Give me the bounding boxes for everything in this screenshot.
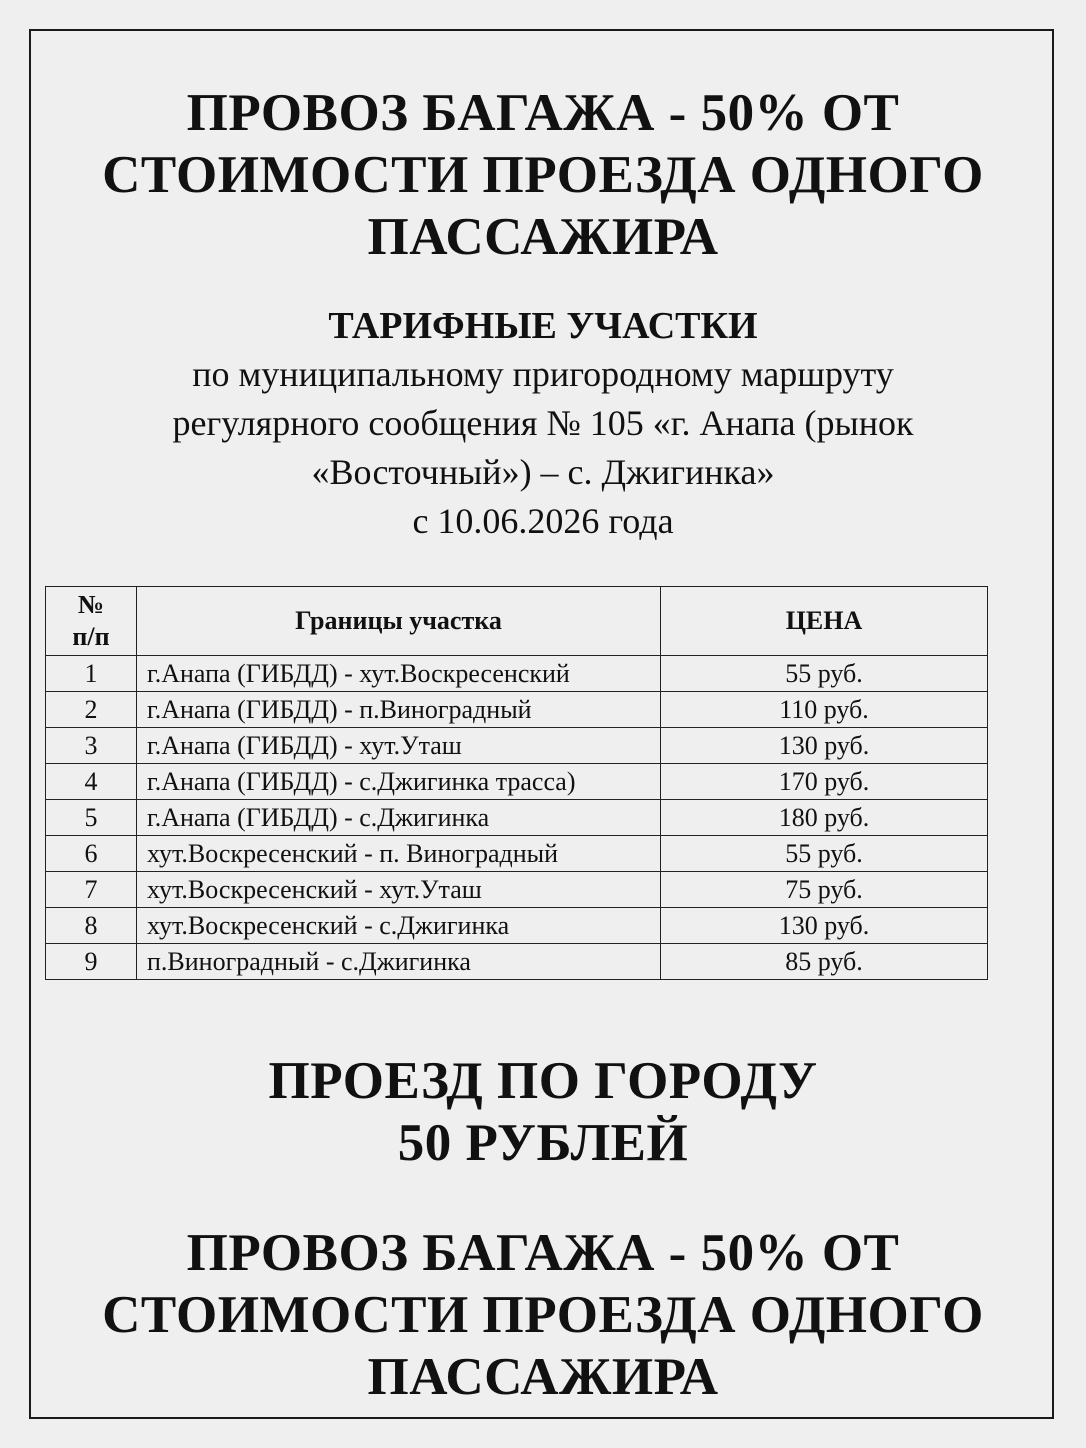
table-row bbox=[46, 728, 988, 764]
row-route: хут.Воскресенский - с.Джигинка bbox=[137, 908, 661, 944]
row-number: 4 bbox=[46, 764, 137, 800]
baggage-line: ПРОВОЗ БАГАЖА - 50% ОТ bbox=[186, 1224, 900, 1282]
tariff-subtitle bbox=[0, 350, 1086, 546]
row-number: 6 bbox=[46, 836, 137, 872]
row-price: 85 руб. bbox=[661, 944, 988, 980]
subtitle-line: с 10.06.2026 года bbox=[412, 501, 674, 541]
table-header-row bbox=[46, 587, 988, 656]
header-price: ЦЕНА bbox=[661, 587, 988, 656]
subtitle-line: «Восточный») – с. Джигинка» bbox=[311, 452, 775, 492]
row-number: 7 bbox=[46, 872, 137, 908]
city-fare-line: ПРОЕЗД ПО ГОРОДУ bbox=[268, 1052, 818, 1110]
row-price: 55 руб. bbox=[661, 836, 988, 872]
row-price: 55 руб. bbox=[661, 656, 988, 692]
table-row bbox=[46, 692, 988, 728]
row-route: г.Анапа (ГИБДД) - п.Виноградный bbox=[137, 692, 661, 728]
table-row bbox=[46, 944, 988, 980]
row-number: 5 bbox=[46, 800, 137, 836]
row-price: 110 руб. bbox=[661, 692, 988, 728]
row-route: г.Анапа (ГИБДД) - хут.Воскресенский bbox=[137, 656, 661, 692]
row-route: г.Анапа (ГИБДД) - с.Джигинка трасса) bbox=[137, 764, 661, 800]
row-route: хут.Воскресенский - п. Виноградный bbox=[137, 836, 661, 872]
row-number: 8 bbox=[46, 908, 137, 944]
row-price: 130 руб. bbox=[661, 908, 988, 944]
baggage-notice-top bbox=[0, 82, 1086, 268]
tariff-table bbox=[45, 586, 988, 980]
row-route: хут.Воскресенский - хут.Уташ bbox=[137, 872, 661, 908]
table-row bbox=[46, 908, 988, 944]
table-row bbox=[46, 764, 988, 800]
subtitle-line: по муниципальному пригородному маршруту bbox=[192, 354, 894, 394]
baggage-line: ПРОВОЗ БАГАЖА - 50% ОТ bbox=[186, 84, 900, 142]
tariff-title: ТАРИФНЫЕ УЧАСТКИ bbox=[328, 305, 758, 347]
row-price: 180 руб. bbox=[661, 800, 988, 836]
row-number: 2 bbox=[46, 692, 137, 728]
table-row bbox=[46, 836, 988, 872]
row-number: 1 bbox=[46, 656, 137, 692]
row-number: 3 bbox=[46, 728, 137, 764]
row-price: 170 руб. bbox=[661, 764, 988, 800]
row-route: г.Анапа (ГИБДД) - хут.Уташ bbox=[137, 728, 661, 764]
baggage-notice-bottom bbox=[0, 1222, 1086, 1408]
city-fare-notice bbox=[0, 1050, 1086, 1174]
header-number: № п/п bbox=[46, 587, 137, 656]
baggage-line: ПАССАЖИРА bbox=[367, 1348, 719, 1406]
row-route: г.Анапа (ГИБДД) - с.Джигинка bbox=[137, 800, 661, 836]
table-row bbox=[46, 656, 988, 692]
table-row bbox=[46, 800, 988, 836]
table-row bbox=[46, 872, 988, 908]
row-price: 75 руб. bbox=[661, 872, 988, 908]
baggage-line: СТОИМОСТИ ПРОЕЗДА ОДНОГО bbox=[102, 146, 984, 204]
row-route: п.Виноградный - с.Джигинка bbox=[137, 944, 661, 980]
header-route: Границы участка bbox=[137, 587, 661, 656]
baggage-line: ПАССАЖИРА bbox=[367, 208, 719, 266]
subtitle-line: регулярного сообщения № 105 «г. Анапа (рынок bbox=[172, 403, 914, 443]
city-fare-line: 50 РУБЛЕЙ bbox=[397, 1114, 689, 1172]
row-number: 9 bbox=[46, 944, 137, 980]
baggage-line: СТОИМОСТИ ПРОЕЗДА ОДНОГО bbox=[102, 1286, 984, 1344]
row-price: 130 руб. bbox=[661, 728, 988, 764]
